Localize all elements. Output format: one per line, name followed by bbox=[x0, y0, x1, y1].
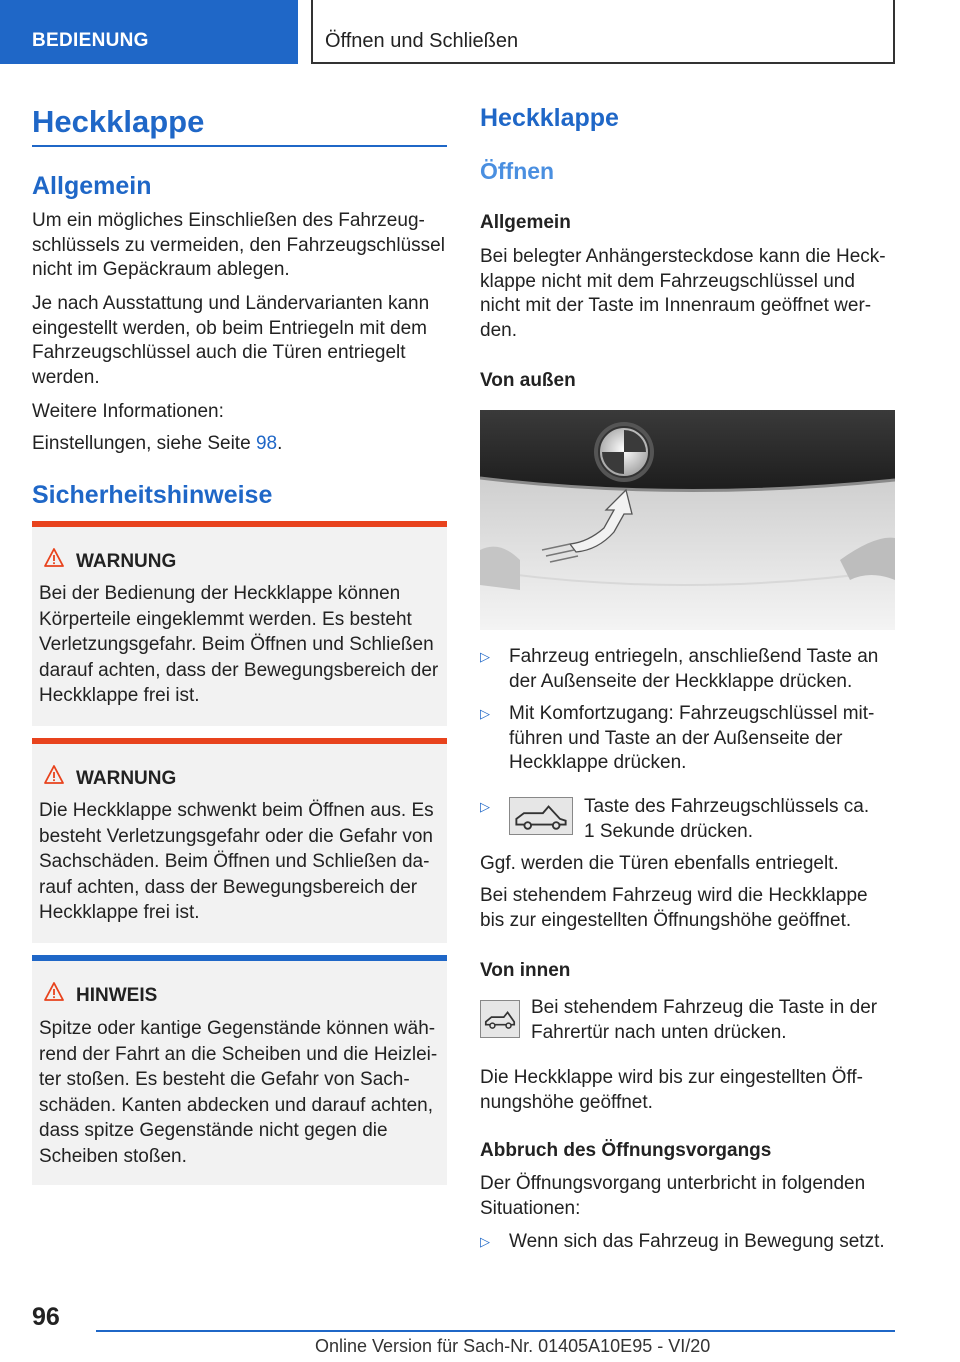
line: Die Heckklappe schwenkt beim Öffnen aus. Es bbox=[39, 800, 434, 821]
tailgate-illustration bbox=[480, 410, 895, 630]
list-item bbox=[480, 645, 895, 697]
line: 1 Sekunde drücken. bbox=[584, 820, 754, 842]
line: nungshöhe geöffnet. bbox=[480, 1091, 653, 1113]
heading-von-aussen: Von außen bbox=[480, 370, 576, 391]
paragraph-t1: Ggf. werden die Türen ebenfalls entriegelt. bbox=[480, 853, 839, 874]
note-triangle-icon bbox=[44, 982, 64, 1002]
heading-safety: Sicherheitshinweise bbox=[32, 481, 273, 509]
line: Taste des Fahrzeugschlüssels ca. bbox=[584, 796, 870, 817]
line: nicht mit der Taste im Innenraum geöffnet wer- bbox=[480, 295, 872, 316]
warning-box-1 bbox=[32, 521, 447, 726]
line: Die Heckklappe wird bis zur eingestellten Öff- bbox=[480, 1067, 863, 1088]
paragraph-4 bbox=[32, 432, 282, 457]
line: Sachschäden. Beim Öffnen und Schließen da- bbox=[39, 851, 430, 872]
page-link[interactable]: 98 bbox=[255, 433, 278, 454]
paragraph-t3 bbox=[480, 1066, 900, 1115]
paragraph-t2 bbox=[480, 884, 900, 933]
line: Heckklappe frei ist. bbox=[39, 685, 200, 706]
line: besteht Verletzungsgefahr oder die Gefahr von bbox=[39, 825, 433, 847]
line: Scheiben stoßen. bbox=[39, 1145, 187, 1167]
bullet-marker-icon: ▷ bbox=[480, 649, 490, 664]
line: Fahrzeug entriegeln, anschließend Taste an bbox=[509, 646, 879, 667]
bullet-marker-icon: ▷ bbox=[480, 799, 490, 814]
warning-triangle-icon bbox=[44, 765, 64, 785]
line: eingestellt werden, ob beim Entriegeln mit dem bbox=[32, 317, 427, 339]
line: Fahrzeugschlüssel auch die Türen entriegelt bbox=[32, 342, 406, 363]
paragraph-abbruch bbox=[480, 1172, 900, 1221]
paragraph-1 bbox=[32, 209, 452, 283]
list-item bbox=[480, 1230, 895, 1258]
line: Heckklappe drücken. bbox=[509, 752, 687, 773]
warning-heading: WARNUNG bbox=[76, 768, 177, 789]
page-number: 96 bbox=[32, 1303, 60, 1331]
heading-allgemein-right: Allgemein bbox=[480, 212, 571, 233]
line: Bei belegter Anhängersteckdose kann die Heck- bbox=[480, 246, 886, 267]
line: bis zur eingestellten Öffnungshöhe geöffnet. bbox=[480, 909, 852, 931]
bullet-text bbox=[509, 645, 895, 694]
line: den. bbox=[480, 319, 517, 341]
section-label: BEDIENUNG bbox=[32, 30, 149, 51]
bullet-marker-icon: ▷ bbox=[480, 1234, 490, 1249]
line: Um ein mögliches Einschließen des Fahrzeug- bbox=[32, 210, 425, 231]
heading-allgemein: Allgemein bbox=[32, 172, 152, 200]
paragraph-2 bbox=[32, 292, 452, 390]
line: Bei der Bedienung der Heckklappe können bbox=[39, 583, 401, 604]
note-box bbox=[32, 955, 447, 1185]
line: Bei stehendem Fahrzeug die Taste in der bbox=[531, 997, 878, 1018]
line: klappe nicht mit dem Fahrzeugschlüssel und bbox=[480, 270, 855, 292]
warning-text bbox=[39, 798, 439, 926]
chapter-tab bbox=[311, 0, 895, 64]
heading-abbruch: Abbruch des Öffnungsvorgangs bbox=[480, 1140, 772, 1161]
footer-rule bbox=[96, 1330, 895, 1332]
paragraph-3: Weitere Informationen: bbox=[32, 401, 224, 422]
line: Mit Komfortzugang: Fahrzeugschlüssel mit- bbox=[509, 703, 875, 724]
paragraph-innen bbox=[531, 996, 901, 1045]
line: Verletzungsgefahr. Beim Öffnen und Schließen bbox=[39, 634, 434, 655]
list-item bbox=[480, 702, 895, 778]
paragraph-allgemein bbox=[480, 245, 900, 343]
interior-tailgate-button-icon bbox=[480, 1000, 520, 1038]
line: nicht im Gepäckraum ablegen. bbox=[32, 259, 290, 280]
bullet-text bbox=[509, 702, 895, 776]
line: rend der Fahrt an die Scheiben und die Heizlei- bbox=[39, 1043, 438, 1065]
bullet-text bbox=[584, 795, 895, 844]
line: Fahrertür nach unten drücken. bbox=[531, 1021, 787, 1043]
line: der Außenseite der Heckklappe drücken. bbox=[509, 670, 853, 692]
heading-heckklappe: Heckklappe bbox=[480, 104, 619, 132]
line: Bei stehendem Fahrzeug wird die Heckklappe bbox=[480, 885, 868, 906]
bullet-text: Wenn sich das Fahrzeug in Bewegung setzt. bbox=[509, 1231, 885, 1252]
chapter-label: Öffnen und Schließen bbox=[325, 30, 519, 52]
line: Situationen: bbox=[480, 1197, 581, 1219]
bullet-marker-icon: ▷ bbox=[480, 706, 490, 721]
line: schlüssels zu vermeiden, den Fahrzeugschlüssel bbox=[32, 234, 445, 256]
warning-triangle-icon bbox=[44, 548, 64, 568]
line: führen und Taste an der Außenseite der bbox=[509, 727, 843, 749]
heading-oeffnen: Öffnen bbox=[480, 158, 555, 184]
key-tailgate-icon bbox=[509, 797, 573, 835]
line: Heckklappe frei ist. bbox=[39, 902, 200, 923]
warning-text bbox=[39, 581, 439, 709]
list-item bbox=[480, 795, 895, 847]
footer-text: Online Version für Sach-Nr. 01405A10E95 - VI/20 bbox=[315, 1336, 711, 1356]
heading-von-innen: Von innen bbox=[480, 960, 571, 981]
line: Körperteile eingeklemmt werden. Es besteht bbox=[39, 608, 412, 630]
warning-bar bbox=[32, 521, 447, 527]
line: dass spitze Gegenstände nicht gegen die bbox=[39, 1120, 388, 1141]
note-text bbox=[39, 1016, 439, 1169]
line: werden. bbox=[32, 366, 100, 388]
warning-heading: WARNUNG bbox=[76, 551, 177, 572]
line: Der Öffnungsvorgang unterbricht in folgenden bbox=[480, 1173, 866, 1194]
line: Spitze oder kantige Gegenstände können wäh- bbox=[39, 1018, 436, 1039]
line: ter stoßen. Es besteht die Gefahr von Sach- bbox=[39, 1069, 410, 1090]
ref-text: Einstellungen, siehe Seite bbox=[32, 433, 256, 454]
section-tab bbox=[0, 0, 298, 64]
warning-bar bbox=[32, 738, 447, 744]
title-rule bbox=[32, 145, 447, 147]
page-title: Heckklappe bbox=[32, 104, 205, 139]
note-bar bbox=[32, 955, 447, 961]
line: schäden. Kanten abdecken und darauf achten, bbox=[39, 1094, 434, 1116]
line: rauf achten, dass der Bewegungsbereich der bbox=[39, 876, 418, 898]
ref-punct: . bbox=[277, 433, 283, 454]
line: darauf achten, dass der Bewegungsbereich der bbox=[39, 659, 439, 681]
note-heading: HINWEIS bbox=[76, 985, 158, 1006]
line: Je nach Ausstattung und Ländervarianten kann bbox=[32, 293, 430, 314]
warning-box-2 bbox=[32, 738, 447, 943]
